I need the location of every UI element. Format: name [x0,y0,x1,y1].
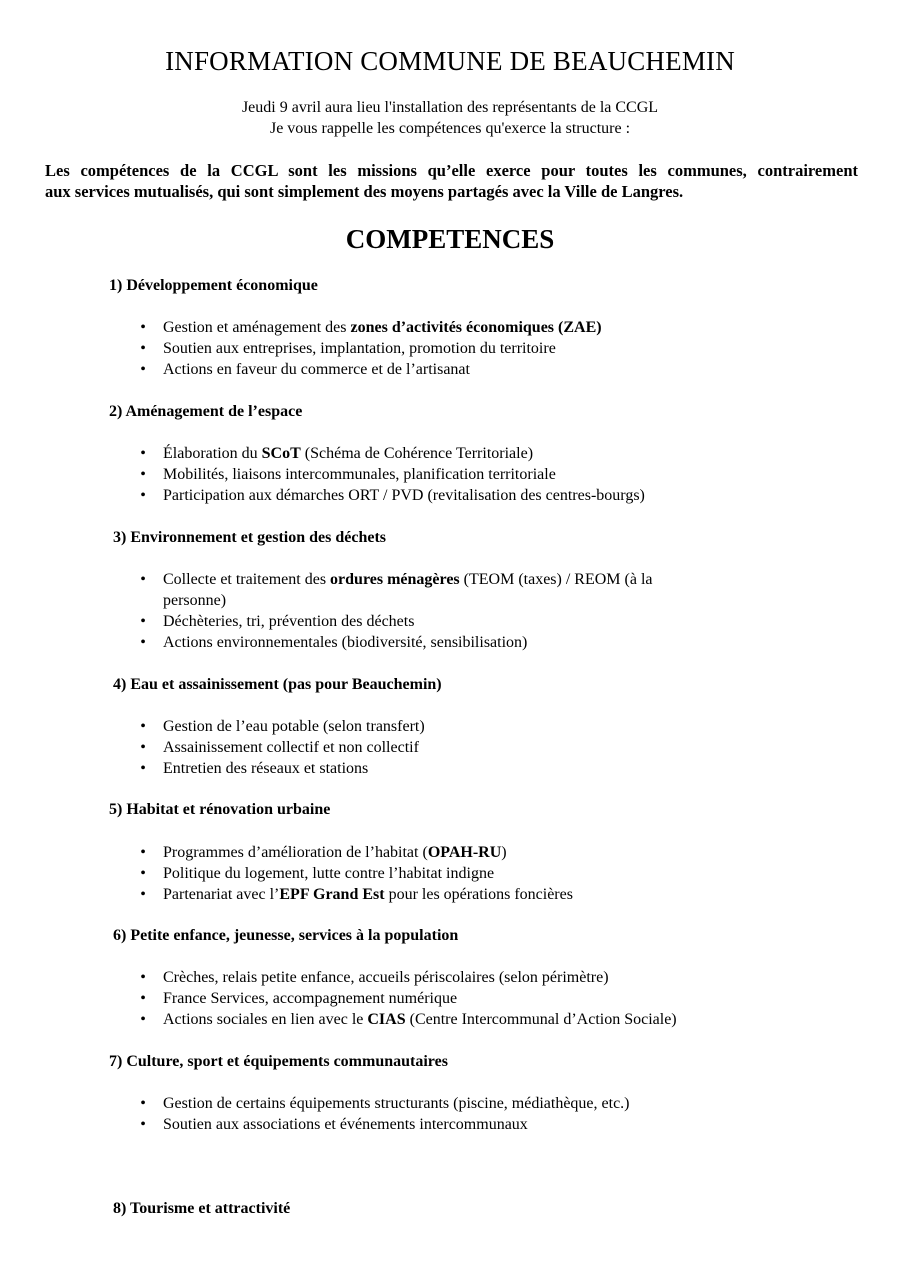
section-list-culture-sport [137,1093,747,1135]
section-title-economic-development: 1) Développement économique [109,277,318,294]
bullet-icon: • [140,1095,146,1112]
bullet-icon: • [140,340,146,357]
list-item: • Actions environnementales (biodiversité, sensibilisation) [137,632,707,653]
bullet-icon: • [140,886,146,903]
section-list-economic-development [137,317,747,380]
lead-paragraph [45,160,858,202]
list-item: • Mobilités, liaisons intercommunales, planification territoriale [137,464,747,485]
list-item: • Gestion de l’eau potable (selon transfert) [137,716,747,737]
section-title-spatial-planning: 2) Aménagement de l’espace [109,403,303,420]
section-list-water-sanitation [137,716,747,779]
bullet-icon: • [140,718,146,735]
section-title-culture-sport: 7) Culture, sport et équipements communautaires [109,1053,448,1070]
list-item: • Déchèteries, tri, prévention des déchets [137,611,707,632]
list-item: • Élaboration du SCoT (Schéma de Cohérence Territoriale) [137,443,747,464]
list-item: • Partenariat avec l’EPF Grand Est pour les opérations foncières [137,884,747,905]
bullet-icon: • [140,1116,146,1133]
bullet-icon: • [140,613,146,630]
bullet-icon: • [140,445,146,462]
list-item: • Programmes d’amélioration de l’habitat (OPAH-RU) [137,842,747,863]
section-title-housing: 5) Habitat et rénovation urbaine [109,801,331,818]
bullet-icon: • [140,634,146,651]
bullet-icon: • [140,865,146,882]
list-item: • Actions en faveur du commerce et de l’artisanat [137,359,747,380]
list-item: • Soutien aux associations et événements intercommunaux [137,1114,747,1135]
bullet-icon: • [140,571,146,588]
bullet-icon: • [140,361,146,378]
lead-line-2: aux services mutualisés, qui sont simplement des moyens partagés avec la Ville de Langres. [45,182,684,201]
bullet-icon: • [140,990,146,1007]
bullet-icon: • [140,760,146,777]
lead-line-1: Les compétences de la CCGL sont les missions qu’elle exerce pour toutes les communes, contrairement [45,161,858,180]
bullet-icon: • [140,487,146,504]
list-item: • Gestion et aménagement des zones d’activités économiques (ZAE) [137,317,747,338]
bullet-icon: • [140,844,146,861]
bullet-icon: • [140,969,146,986]
list-item: • Participation aux démarches ORT / PVD (revitalisation des centres-bourgs) [137,485,747,506]
section-list-early-childhood [137,967,747,1030]
list-item: • Crèches, relais petite enfance, accueils périscolaires (selon périmètre) [137,967,747,988]
page-title: INFORMATION COMMUNE DE BEAUCHEMIN [165,46,735,76]
list-item: • Soutien aux entreprises, implantation, promotion du territoire [137,338,747,359]
section-title-water-sanitation: 4) Eau et assainissement (pas pour Beauchemin) [113,676,442,693]
list-item: • Gestion de certains équipements structurants (piscine, médiathèque, etc.) [137,1093,747,1114]
bullet-icon: • [140,1011,146,1028]
bullet-icon: • [140,319,146,336]
competences-heading: COMPETENCES [345,224,555,254]
section-title-tourism: 8) Tourisme et attractivité [113,1200,291,1217]
list-item: • Assainissement collectif et non collectif [137,737,747,758]
list-item: • Actions sociales en lien avec le CIAS (Centre Intercommunal d’Action Sociale) [137,1009,747,1030]
section-title-environment-waste: 3) Environnement et gestion des déchets [113,529,387,546]
bullet-icon: • [140,739,146,756]
list-item: • Entretien des réseaux et stations [137,758,747,779]
section-list-housing [137,842,747,905]
bullet-icon: • [140,466,146,483]
section-list-environment-waste [137,569,707,653]
intro-text [0,97,900,139]
list-item: • France Services, accompagnement numérique [137,988,747,1009]
intro-line-1: Jeudi 9 avril aura lieu l'installation des représentants de la CCGL [241,99,659,116]
section-title-early-childhood: 6) Petite enfance, jeunesse, services à la population [113,927,459,944]
section-list-spatial-planning [137,443,747,506]
list-item: • Collecte et traitement des ordures ménagères (TEOM (taxes) / REOM (à la personne) [137,569,707,611]
intro-line-2: Je vous rappelle les compétences qu'exerce la structure : [269,120,631,137]
list-item: • Politique du logement, lutte contre l’habitat indigne [137,863,747,884]
